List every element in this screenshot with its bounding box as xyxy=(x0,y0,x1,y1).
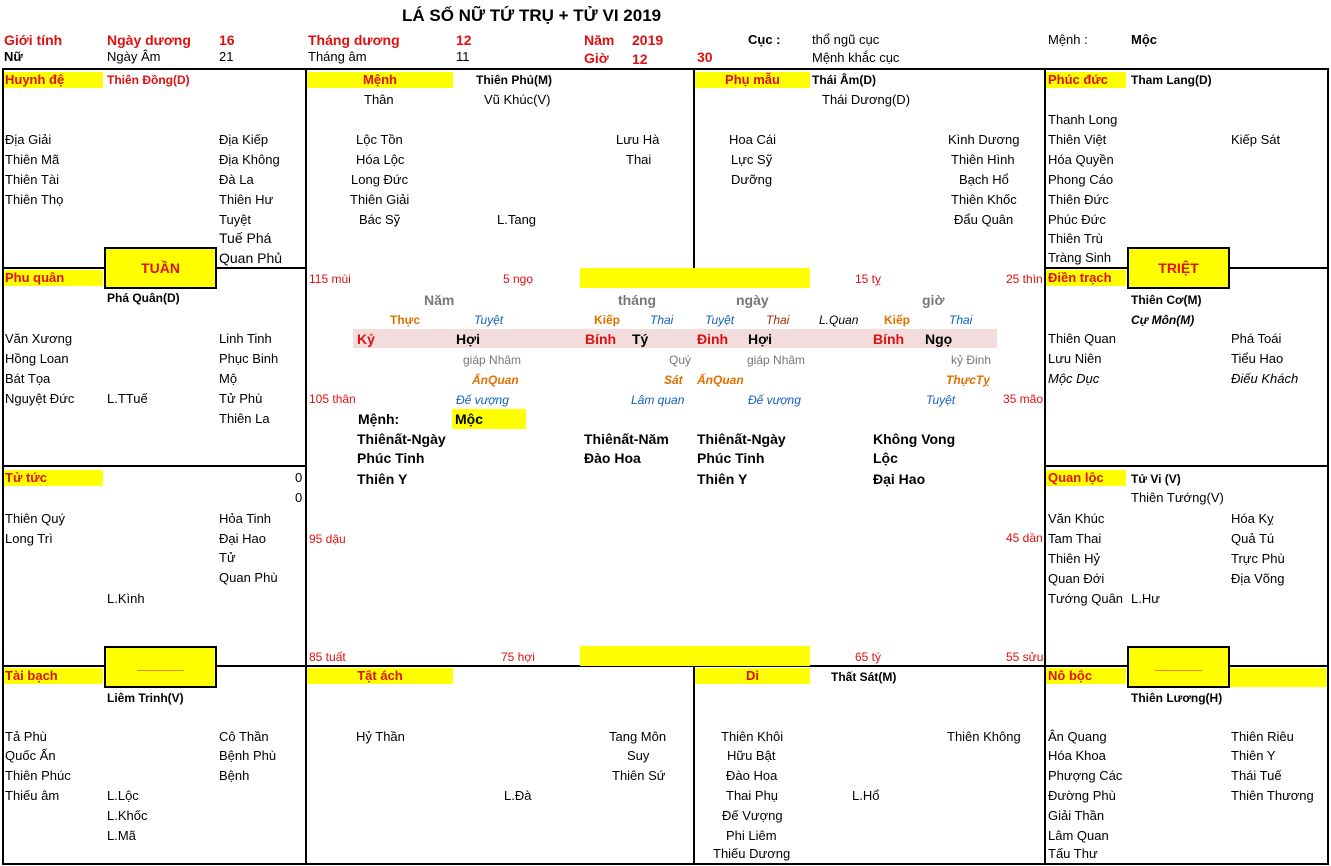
age-label: 65 tý xyxy=(855,650,882,664)
life-stage: Đế vượng xyxy=(748,393,801,407)
phut-value: 30 xyxy=(697,49,713,65)
col-gio: giờ xyxy=(922,292,945,308)
tuan-box: TUẦN xyxy=(104,247,217,289)
center-star: Thiênất-Ngày xyxy=(357,431,446,447)
cuc-note: Mệnh khắc cục xyxy=(812,50,900,65)
life-stage: Tuyệt xyxy=(926,393,956,407)
gioi-tinh-label: Giới tính xyxy=(4,32,63,48)
grid-line xyxy=(2,68,1329,70)
star: Thiên Thọ xyxy=(5,192,64,207)
triet-box: TRIỆT xyxy=(1127,247,1230,289)
gioi-tinh-value: Nữ xyxy=(4,49,23,64)
center-highlight xyxy=(580,268,810,288)
star: Mộ xyxy=(219,371,238,386)
star: Bát Tọa xyxy=(5,371,51,386)
star: Thanh Long xyxy=(1048,112,1118,127)
star: Kình Dương xyxy=(948,132,1020,147)
star: Tướng Quân xyxy=(1048,591,1124,606)
center-star: Lộc xyxy=(873,450,898,466)
ngay-duong-label: Ngày dương xyxy=(107,32,191,48)
star: L.Lộc xyxy=(107,788,139,803)
star: Quả Tú xyxy=(1231,531,1275,546)
star: Thiên Giải xyxy=(350,192,410,207)
star: Linh Tinh xyxy=(219,331,272,346)
ten-god: ẤnQuan xyxy=(697,373,744,387)
star: Phi Liêm xyxy=(726,828,777,843)
thang-duong-value: 12 xyxy=(456,32,472,48)
grid-line xyxy=(693,665,695,865)
star: L.Đà xyxy=(504,788,532,803)
star: Thiên Khốc xyxy=(951,192,1017,207)
palace-no-boc-main: Thiên Lương(H) xyxy=(1131,691,1223,705)
star: Thiên Thương xyxy=(1231,788,1314,803)
star: Long Trì xyxy=(5,531,53,546)
col-thang: tháng xyxy=(618,292,657,308)
center-menh-label: Mệnh: xyxy=(358,411,400,427)
star: Lực Sỹ xyxy=(731,152,773,167)
star: Phượng Các xyxy=(1048,768,1123,783)
star: Thiếu âm xyxy=(5,788,60,803)
star: Kiếp Sát xyxy=(1231,132,1281,147)
age-label: 5 ngọ xyxy=(503,272,534,286)
pillar-can: Bính xyxy=(585,331,617,347)
center-star: Không Vong xyxy=(873,431,956,447)
star: Tam Thai xyxy=(1048,531,1102,546)
star: Tràng Sinh xyxy=(1048,250,1112,265)
star: Cự Môn(M) xyxy=(1131,313,1195,327)
god-label: Thực xyxy=(390,313,421,327)
palace-phu-mau-title: Phụ mẫu xyxy=(695,72,810,88)
empty-box: ______ xyxy=(104,646,217,688)
star: Bạch Hổ xyxy=(959,172,1009,187)
grid-line xyxy=(2,863,1329,865)
star: Suy xyxy=(627,748,650,763)
star: Lộc Tồn xyxy=(356,132,403,147)
star: Thiên Khôi xyxy=(721,729,784,744)
star: Hỷ Thần xyxy=(356,729,405,744)
star: Bác Sỹ xyxy=(359,212,401,227)
center-star: Thiên Y xyxy=(357,471,408,487)
palace-quan-loc-title: Quan lộc xyxy=(1046,470,1126,486)
center-star: Đại Hao xyxy=(873,471,926,487)
star: Quốc Ấn xyxy=(5,748,56,763)
star: Thái Dương(D) xyxy=(822,92,911,107)
palace-tu-tuc-title: Tử tức xyxy=(4,470,103,486)
star: Thân xyxy=(364,92,394,107)
god-label: Tuyệt xyxy=(705,313,735,327)
age-label: 105 thân xyxy=(309,392,356,406)
star: Địa Kiếp xyxy=(219,132,269,147)
pillar-can: Đinh xyxy=(697,331,729,347)
star: Tả Phù xyxy=(5,729,47,744)
star: Thiên Tài xyxy=(5,172,59,187)
star: Thiên Y xyxy=(1231,748,1276,763)
star: Văn Xương xyxy=(5,331,73,346)
star: Thai Phụ xyxy=(726,788,779,803)
star: Thiên Trù xyxy=(1048,231,1103,246)
star: Đại Hao xyxy=(219,531,266,546)
god-label: Kiếp xyxy=(594,313,621,327)
star: Thiên Việt xyxy=(1048,132,1107,147)
star: Thái Tuế xyxy=(1231,768,1282,783)
star: Cô Thần xyxy=(219,729,269,744)
palace-tai-bach-title: Tài bạch xyxy=(4,668,103,684)
star: Phong Cáo xyxy=(1048,172,1114,187)
thang-duong-label: Tháng dương xyxy=(308,32,400,48)
pillar-chi: Hợi xyxy=(748,331,772,347)
star: Văn Khúc xyxy=(1048,511,1105,526)
star: Thiếu Dương xyxy=(713,846,791,861)
menh-label: Mệnh : xyxy=(1048,32,1088,47)
star: Thiên Không xyxy=(947,729,1021,744)
center-star: Thiênất-Năm xyxy=(584,431,669,447)
star: L.Mã xyxy=(107,828,136,843)
star: Phúc Đức xyxy=(1048,212,1106,227)
star: Lưu Hà xyxy=(616,132,660,147)
ngay-duong-value: 16 xyxy=(219,32,235,48)
zero-value: 0 xyxy=(295,470,303,485)
gio-value: 12 xyxy=(632,51,648,67)
god-label: Thai xyxy=(949,313,973,327)
star: Tang Môn xyxy=(609,729,667,744)
grid-line xyxy=(2,465,307,467)
palace-di-main: Thất Sát(M) xyxy=(831,670,897,684)
star: Thiên Riêu xyxy=(1231,729,1294,744)
star: Tử xyxy=(219,550,236,565)
star: Hoa Cái xyxy=(729,132,776,147)
pillar-can: Bính xyxy=(873,331,905,347)
ngay-am-label: Ngày Âm xyxy=(107,49,161,64)
star: Đà La xyxy=(219,172,254,187)
star: Hóa Quyền xyxy=(1048,152,1114,167)
thang-am-value: 11 xyxy=(456,49,470,64)
grid-line xyxy=(1327,68,1329,865)
age-label: 85 tuất xyxy=(309,650,346,664)
age-label: 115 mùi xyxy=(309,272,351,286)
palace-phuc-duc-main: Tham Lang(D) xyxy=(1131,73,1212,87)
thang-am-label: Tháng âm xyxy=(308,49,367,64)
center-star: Đào Hoa xyxy=(584,450,641,466)
grid-line xyxy=(1044,465,1329,467)
star: Tử Phù xyxy=(219,391,263,406)
center-menh-value: Mộc xyxy=(452,409,526,429)
star: Tuyệt xyxy=(219,212,252,227)
star: Thiên Đức xyxy=(1048,192,1109,207)
star: Tiểu Hao xyxy=(1231,351,1284,366)
pillar-chi: Tý xyxy=(632,331,649,347)
title-highlight xyxy=(1230,668,1327,687)
age-label: 35 mão xyxy=(1003,392,1044,406)
god-label: L.Quan xyxy=(819,313,859,327)
god-label: Thai xyxy=(650,313,674,327)
star: Hỏa Tinh xyxy=(219,511,272,526)
star: Thiên Hỷ xyxy=(1048,551,1101,566)
zero-value: 0 xyxy=(295,490,303,505)
grid-line xyxy=(693,68,695,269)
center-star: Phúc Tinh xyxy=(357,450,425,466)
nam-label: Năm xyxy=(584,32,615,48)
star: Tuế Phá xyxy=(219,230,272,246)
star: Hồng Loan xyxy=(5,351,69,366)
palace-menh-main: Thiên Phủ(M) xyxy=(476,73,552,87)
center-highlight xyxy=(580,646,810,666)
star: Hữu Bật xyxy=(727,748,776,763)
star: Địa Không xyxy=(219,152,280,167)
pillar-can: Kỷ xyxy=(357,331,375,347)
star: Đường Phù xyxy=(1048,788,1116,803)
star: Hóa Kỵ xyxy=(1231,511,1274,526)
grid-line xyxy=(2,68,4,865)
star: Phục Binh xyxy=(219,351,279,366)
palace-di-title: Di xyxy=(695,668,810,684)
star: Mộc Dục xyxy=(1048,371,1100,386)
star: Thiên La xyxy=(219,411,270,426)
star: L.Hổ xyxy=(852,788,880,803)
ten-god: Sát xyxy=(664,373,683,387)
star: Quan Đới xyxy=(1048,571,1105,586)
star: Đẩu Quân xyxy=(954,212,1014,227)
star: Địa Giải xyxy=(5,132,52,147)
palace-dien-trach-title: Điền trạch xyxy=(1046,270,1126,286)
star: Thiên Hình xyxy=(951,152,1015,167)
palace-huynh-de-title: Huynh đệ xyxy=(4,72,103,88)
hidden-stems: kỷ Đinh xyxy=(951,353,992,367)
star: Thiên Mã xyxy=(5,152,60,167)
palace-huynh-de-main: Thiên Đồng(D) xyxy=(107,73,190,87)
star: Thiên Phúc xyxy=(5,768,71,783)
age-label: 45 dần xyxy=(1006,531,1043,545)
star: Thiên Tướng(V) xyxy=(1131,490,1224,505)
star: Trực Phù xyxy=(1231,551,1285,566)
age-label: 95 dậu xyxy=(309,532,346,546)
pillar-chi: Hợi xyxy=(456,331,480,347)
ten-god: ẤnQuan xyxy=(472,373,519,387)
star: Thai xyxy=(626,152,652,167)
age-label: 55 sửu xyxy=(1006,650,1044,664)
star: Thiên Hư xyxy=(219,192,274,207)
star: Đào Hoa xyxy=(726,768,778,783)
empty-box: ______ xyxy=(1127,646,1230,688)
star: L.Hư xyxy=(1131,591,1160,606)
star: Đế Vượng xyxy=(722,808,783,823)
star: Hóa Lộc xyxy=(356,152,405,167)
grid-line xyxy=(305,68,307,865)
star: Thiên Sứ xyxy=(612,768,666,783)
palace-phu-quan-main: Phá Quân(D) xyxy=(107,291,180,305)
ten-god: ThựcTỵ xyxy=(946,373,990,387)
star: Nguyệt Đức xyxy=(5,391,75,406)
star: Hóa Khoa xyxy=(1048,748,1106,763)
age-label: 75 hợi xyxy=(501,650,535,664)
palace-menh-title: Mệnh xyxy=(307,72,453,88)
ngay-am-value: 21 xyxy=(219,49,234,64)
star: Điếu Khách xyxy=(1231,371,1299,386)
cuc-value: thổ ngũ cục xyxy=(812,32,880,47)
life-stage: Đế vượng xyxy=(456,393,509,407)
star: Quan Phù xyxy=(219,570,278,585)
star: Phá Toái xyxy=(1231,331,1282,346)
god-label: Kiếp xyxy=(884,313,911,327)
star: Địa Võng xyxy=(1231,571,1285,586)
star: L.Kình xyxy=(107,591,145,606)
star: Lâm Quan xyxy=(1048,828,1109,843)
star: Vũ Khúc(V) xyxy=(484,92,551,107)
pillar-chi: Ngọ xyxy=(925,331,953,347)
star: Thiên Quý xyxy=(5,511,65,526)
palace-phuc-duc-title: Phúc đức xyxy=(1046,72,1126,88)
palace-phu-mau-main: Thái Âm(D) xyxy=(812,73,876,87)
page-title: LÁ SỐ NỮ TỨ TRỤ + TỬ VI 2019 xyxy=(402,6,662,25)
star: Dưỡng xyxy=(731,172,773,187)
center-star: Thiênất-Ngày xyxy=(697,431,786,447)
god-label: Tuyệt xyxy=(474,313,504,327)
star: Thiên Quan xyxy=(1048,331,1116,346)
star: L.TTuế xyxy=(107,391,148,406)
life-stage: Lâm quan xyxy=(631,393,685,407)
palace-tat-ach-title: Tật ách xyxy=(307,668,453,684)
col-nam: Năm xyxy=(424,292,455,308)
star: Lưu Niên xyxy=(1048,351,1102,366)
star: L.Khốc xyxy=(107,808,148,823)
hidden-stems: giáp Nhâm xyxy=(747,353,806,367)
col-ngay: ngày xyxy=(736,292,769,308)
age-label: 15 tỵ xyxy=(855,272,882,286)
star: Quan Phủ xyxy=(219,250,283,266)
star: Long Đức xyxy=(351,172,409,187)
menh-value: Mộc xyxy=(1131,32,1157,47)
hidden-stems: giáp Nhâm xyxy=(463,353,522,367)
grid-line xyxy=(1044,68,1046,865)
center-star: Thiên Y xyxy=(697,471,748,487)
hidden-stems: Quý xyxy=(669,353,692,367)
star: L.Tang xyxy=(497,212,537,227)
nam-value: 2019 xyxy=(632,32,664,48)
star: Tấu Thư xyxy=(1048,846,1098,861)
star: Giải Thần xyxy=(1048,808,1105,823)
star: Ân Quang xyxy=(1048,729,1107,744)
star: Bệnh Phù xyxy=(219,748,277,763)
palace-phu-quan-title: Phu quân xyxy=(4,270,103,286)
palace-tai-bach-main: Liêm Trinh(V) xyxy=(107,691,184,705)
god-label: Thai xyxy=(766,313,790,327)
center-star: Phúc Tinh xyxy=(697,450,765,466)
cuc-label: Cục : xyxy=(748,32,781,47)
palace-quan-loc-main: Tử Vi (V) xyxy=(1131,472,1181,486)
age-label: 25 thìn xyxy=(1006,272,1043,286)
palace-dien-trach-main: Thiên Cơ(M) xyxy=(1131,293,1202,307)
gio-label: Giờ xyxy=(584,50,609,66)
star: Bệnh xyxy=(219,768,250,783)
palace-no-boc-title: Nô bộc xyxy=(1046,668,1126,684)
